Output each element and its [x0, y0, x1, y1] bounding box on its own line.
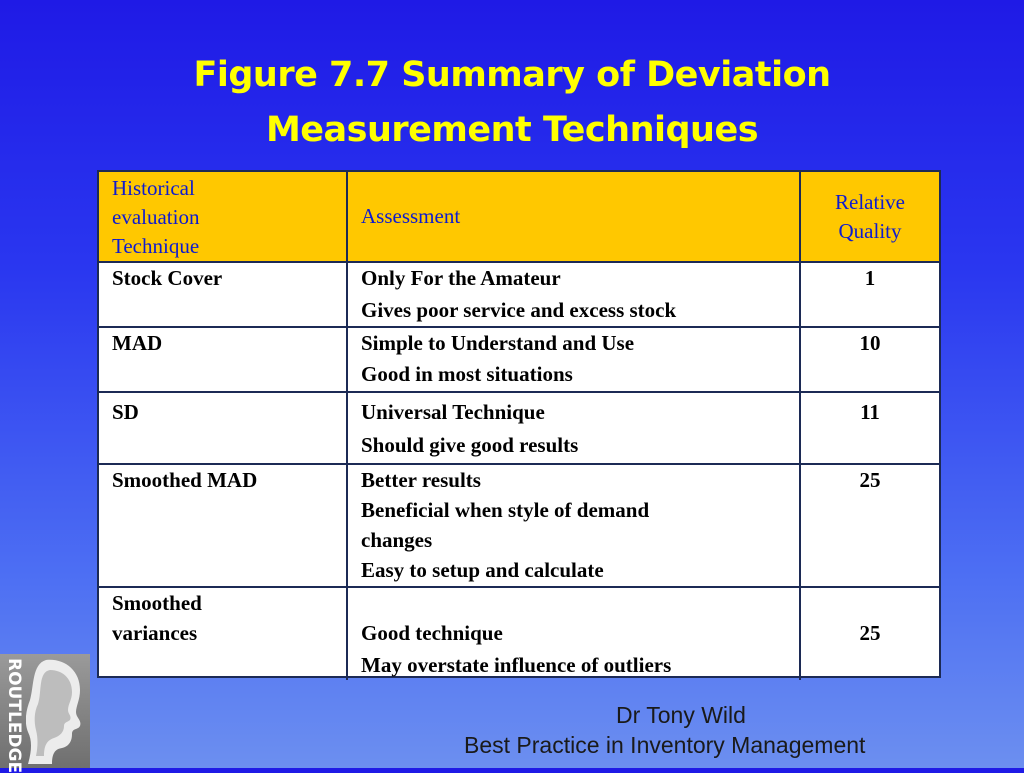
- summary-table: [99, 172, 939, 680]
- header-col3-line-2: Quality: [838, 218, 902, 243]
- head-profile-icon: [26, 656, 88, 766]
- assessment-cell: Better results: [347, 464, 800, 495]
- footer-author: Dr Tony Wild: [616, 702, 746, 728]
- routledge-logo: [0, 654, 90, 773]
- table-row: [99, 555, 939, 587]
- header-col1-line-1: Historical: [112, 176, 195, 200]
- header-relative-quality: [800, 172, 939, 262]
- quality-cell: [800, 525, 939, 555]
- assessment-cell: Only For the Amateur: [347, 262, 800, 295]
- slide-footer: [464, 700, 914, 760]
- table-header-row: [99, 172, 939, 262]
- quality-cell: [800, 555, 939, 587]
- header-col1-line-3: Technique: [112, 234, 200, 258]
- footer-book-title: Best Practice in Inventory Management: [464, 732, 866, 758]
- assessment-cell: [347, 587, 800, 618]
- quality-cell: 1: [864, 266, 876, 290]
- table-row: [99, 587, 939, 618]
- header-col1-line-2: evaluation: [112, 205, 200, 229]
- assessment-cell: Beneficial when style of demand: [347, 495, 800, 525]
- quality-cell: 25: [859, 621, 881, 645]
- table-row: [99, 464, 939, 495]
- assessment-cell: Universal Technique: [347, 392, 800, 430]
- technique-cell: [99, 650, 347, 680]
- technique-cell: Smoothed: [99, 587, 347, 618]
- header-col2-label: Assessment: [361, 204, 461, 228]
- technique-cell: variances: [99, 618, 347, 650]
- assessment-cell: Easy to setup and calculate: [347, 555, 800, 587]
- table-row: [99, 392, 939, 430]
- assessment-cell: Good technique: [347, 618, 800, 650]
- table-row: [99, 262, 939, 295]
- assessment-cell: Simple to Understand and Use: [347, 327, 800, 359]
- technique-cell: SD: [99, 392, 347, 430]
- table-row: [99, 359, 939, 392]
- table-row: [99, 495, 939, 525]
- technique-cell: [99, 430, 347, 464]
- slide-title-line-1: Figure 7.7 Summary of Deviation: [193, 55, 831, 95]
- assessment-cell: changes: [347, 525, 800, 555]
- header-assessment: [347, 172, 800, 262]
- assessment-cell: Gives poor service and excess stock: [347, 295, 800, 327]
- table-row: [99, 430, 939, 464]
- quality-cell: [800, 359, 939, 392]
- technique-cell: [99, 525, 347, 555]
- quality-cell: 11: [860, 399, 880, 424]
- table-row: [99, 295, 939, 327]
- assessment-cell: May overstate influence of outliers: [347, 650, 800, 680]
- table-row: [99, 525, 939, 555]
- table-row: [99, 618, 939, 650]
- technique-cell: [99, 495, 347, 525]
- quality-cell: [800, 587, 939, 618]
- deviation-techniques-table: [97, 170, 941, 678]
- technique-cell: Smoothed MAD: [99, 464, 347, 495]
- header-historical-evaluation-technique: [99, 172, 347, 262]
- quality-cell: 25: [859, 468, 881, 492]
- table-row: [99, 327, 939, 359]
- quality-cell: [800, 650, 939, 680]
- technique-cell: [99, 555, 347, 587]
- table-row: [99, 650, 939, 680]
- technique-cell: [99, 359, 347, 392]
- assessment-cell: Should give good results: [347, 430, 800, 464]
- routledge-logo-text: ROUTLEDGE: [4, 658, 24, 773]
- technique-cell: MAD: [99, 327, 347, 359]
- quality-cell: [800, 430, 939, 464]
- slide-title-line-2: Measurement Techniques: [265, 110, 759, 150]
- assessment-cell: Good in most situations: [347, 359, 800, 392]
- header-col3-line-1: Relative: [835, 189, 905, 214]
- technique-cell: Stock Cover: [99, 262, 347, 295]
- quality-cell: [800, 295, 939, 327]
- technique-cell: [99, 295, 347, 327]
- quality-cell: 10: [859, 331, 881, 355]
- quality-cell: [800, 495, 939, 525]
- slide-title: [0, 48, 1024, 158]
